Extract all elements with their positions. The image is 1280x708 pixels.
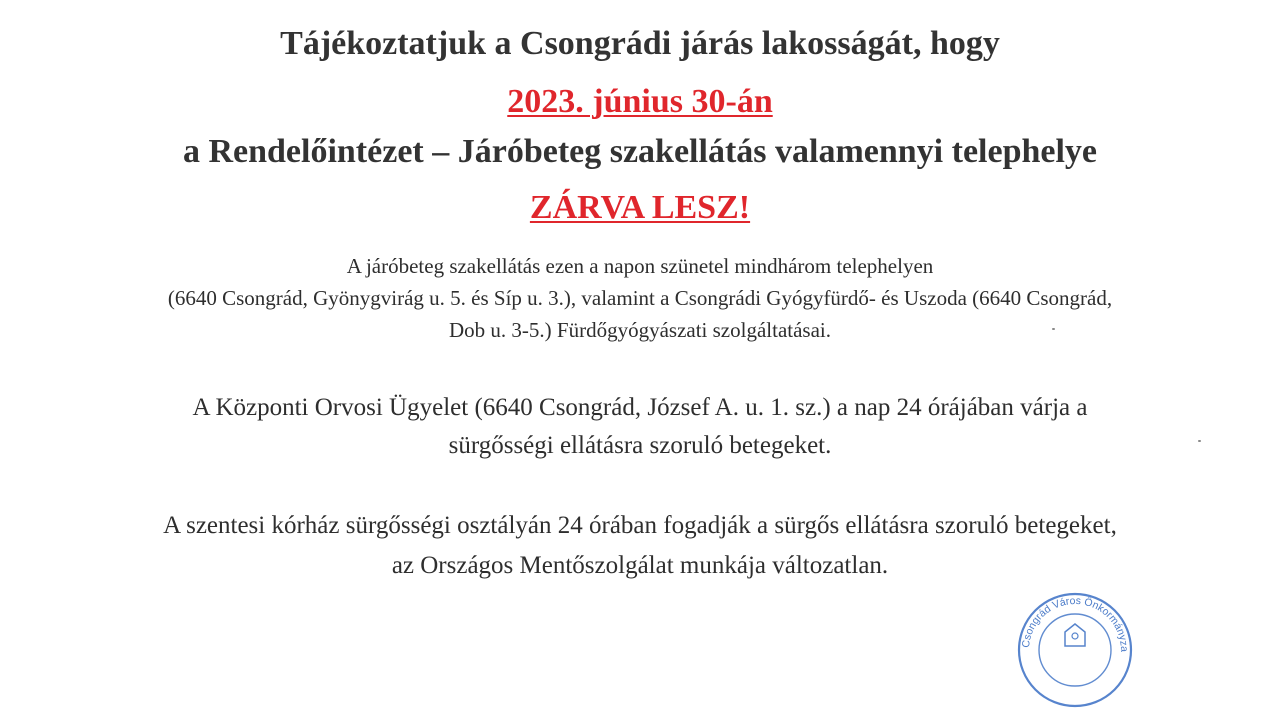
heading-line-3: a Rendelőintézet – Járóbeteg szakellátás valamennyi telephelye [182, 133, 1098, 170]
paragraph-3-line-1: A szentesi kórház sürgősségi osztályán 24 órában fogadják a sürgős ellátásra szoruló betegeket, [163, 512, 1117, 539]
date-text: 2023. június 30-án [507, 83, 773, 120]
date-line [0, 82, 1280, 122]
paragraph-2-line-1: A Központi Orvosi Ügyelet (6640 Csongrád, József A. u. 1. sz.) a nap 24 órájában várja a [192, 394, 1088, 421]
paragraph-3-line-2: az Országos Mentőszolgálat munkája változatlan. [391, 552, 889, 579]
closed-line [0, 188, 1280, 228]
paragraph-1-line-1: A járóbeteg szakellátás ezen a napon szünetel mindhárom telephelyen [346, 254, 934, 278]
scan-speck [1052, 328, 1055, 330]
paragraph-1-line-2: (6640 Csongrád, Gyönygvirág u. 5. és Síp u. 3.), valamint a Csongrádi Gyógyfürdő- és Uszoda (6640 Csongrád, [167, 286, 1113, 310]
crest-icon [1065, 624, 1085, 646]
stamp-text: Csongrád Város Önkormányza [1019, 594, 1131, 653]
paragraph-2-line-2: sürgősségi ellátásra szoruló betegeket. [448, 432, 832, 459]
heading-line-1: Tájékoztatjuk a Csongrádi járás lakosságát, hogy [280, 25, 1000, 62]
closed-text: ZÁRVA LESZ! [529, 189, 751, 226]
official-stamp [1015, 588, 1135, 708]
paragraph-1-line-3: Dob u. 3-5.) Fürdőgyógyászati szolgáltatásai. [449, 318, 831, 342]
scan-speck [1198, 440, 1201, 442]
